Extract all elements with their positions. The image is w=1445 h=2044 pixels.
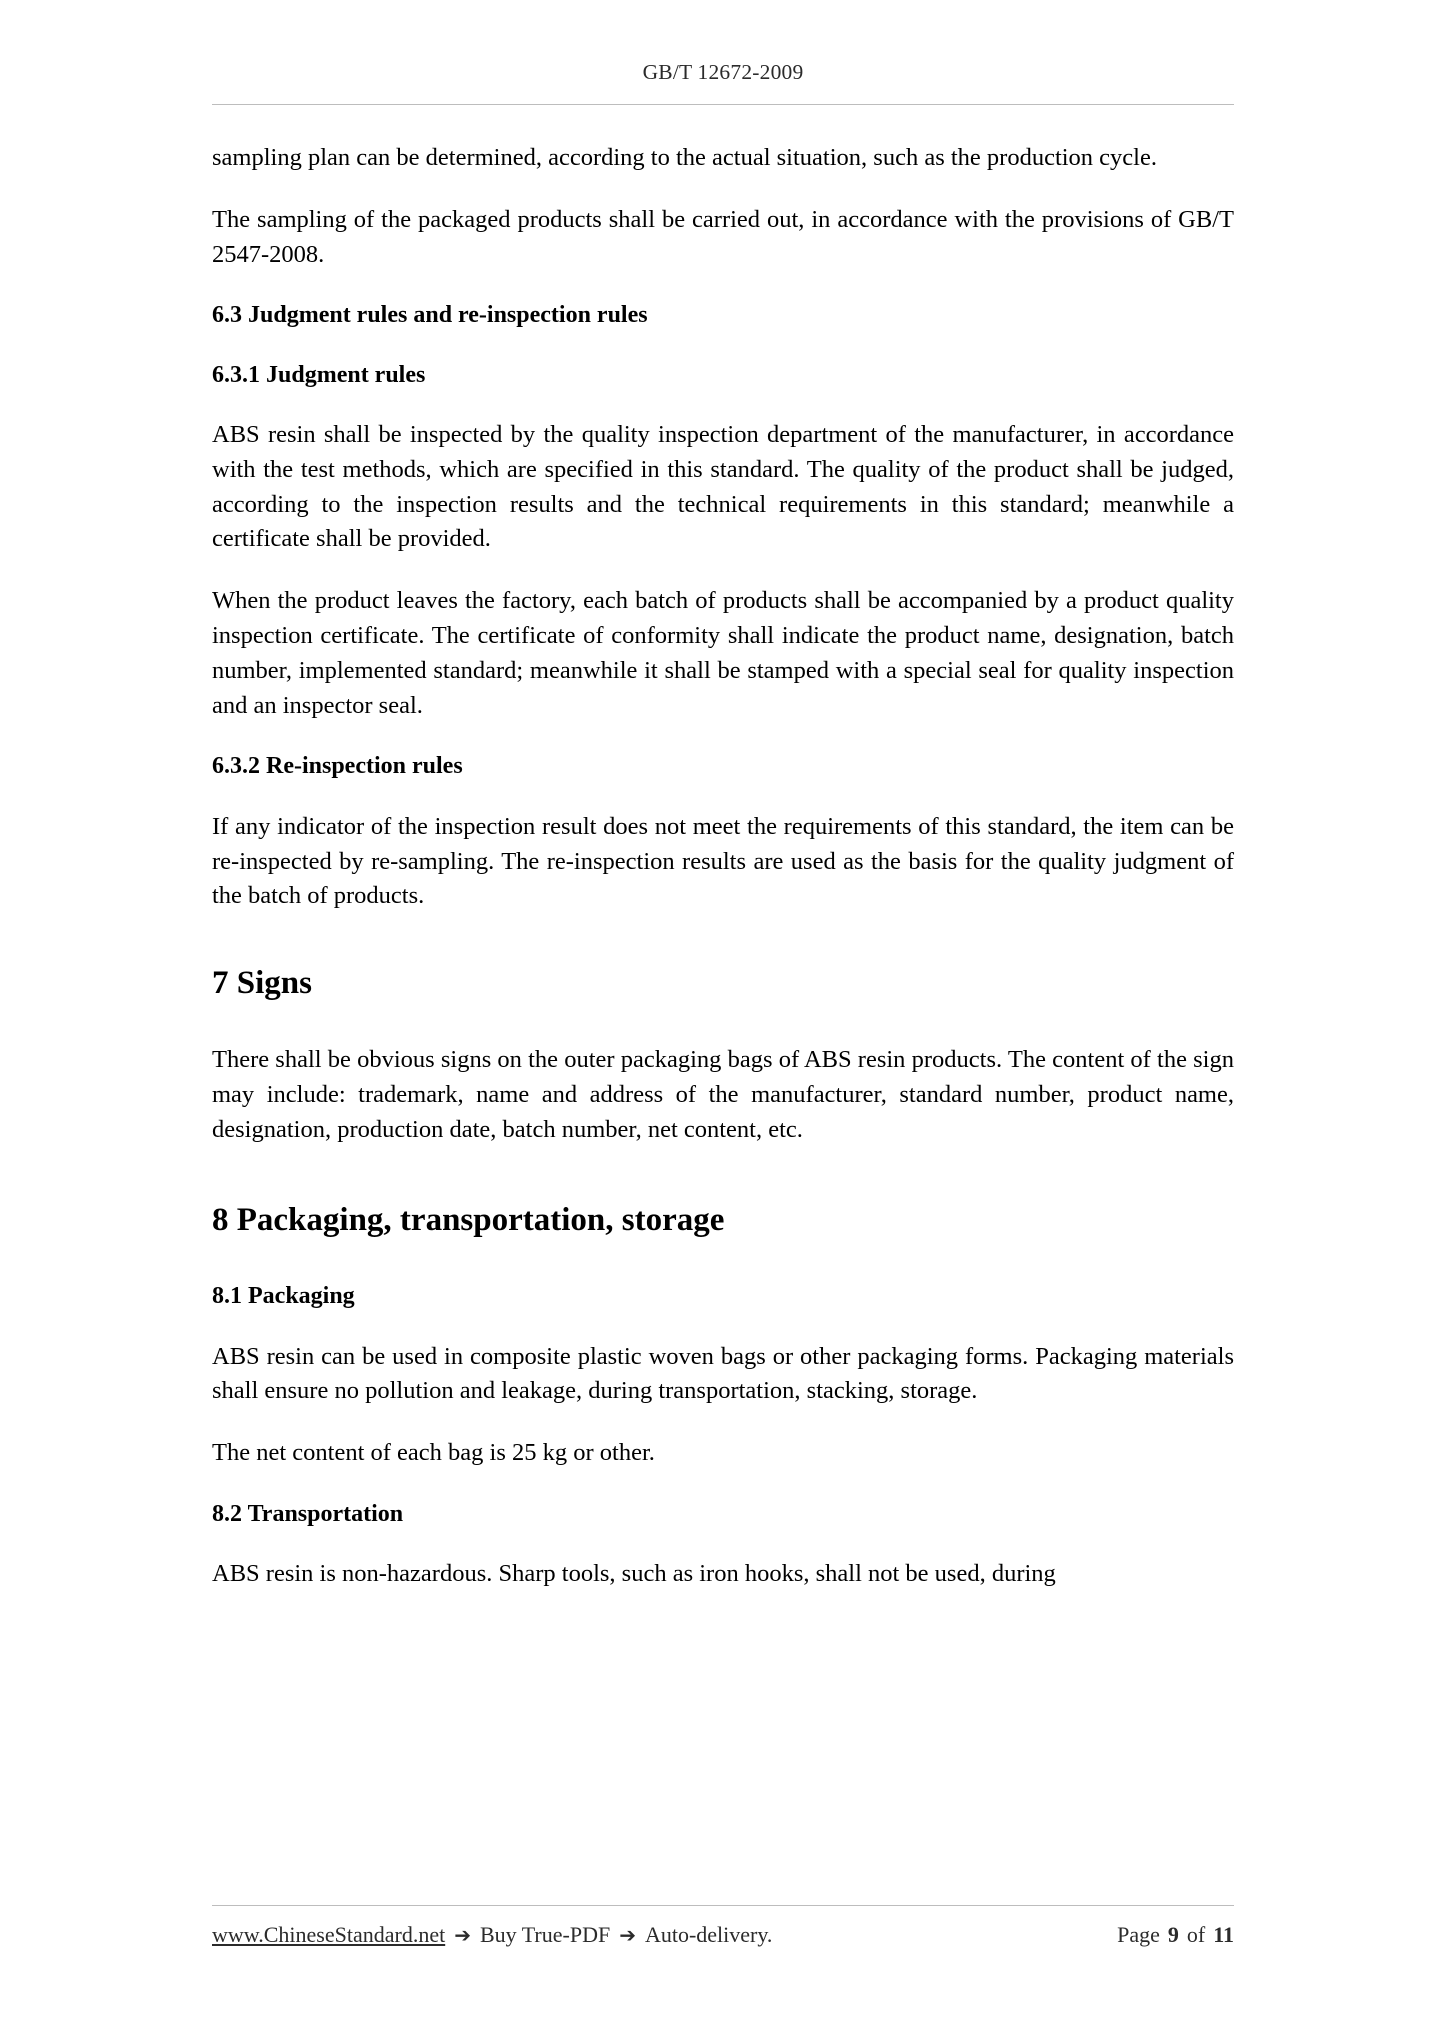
footer-delivery-label: Auto-delivery. <box>644 1922 773 1947</box>
footer-of-word: of <box>1186 1922 1206 1947</box>
paragraph-reinspection: If any indicator of the inspection result does not meet the requirements of this standard, the item can be re-inspected by re-sampling. The re-inspection results are used as the basis for the quality judgment of the batch of products. <box>212 812 1234 910</box>
heading-6-3: 6.3 Judgment rules and re-inspection rules <box>212 302 648 329</box>
paragraph-packaging-materials: ABS resin can be used in composite plastic woven bags or other packaging forms. Packaging materials shall ensure no pollution and leakage, during transportation, stacking, storage. <box>212 1342 1234 1405</box>
footer-left-group <box>212 1922 772 1948</box>
heading-6-3-1: 6.3.1 Judgment rules <box>212 361 426 388</box>
heading-8-packaging-transportation-storage: 8 Packaging, transportation, storage <box>212 1202 725 1239</box>
heading-8-2-transportation: 8.2 Transportation <box>212 1500 404 1527</box>
footer-total-pages: 11 <box>1213 1922 1234 1947</box>
paragraph-abs-resin-inspection: ABS resin shall be inspected by the quality inspection department of the manufacturer, in accordance with the test methods, which are specified in this standard. The quality of the product shall be judged, according to the inspection results and the technical requirements in this standard; meanwhile a certificate shall be provided. <box>212 421 1234 553</box>
footer-site-link[interactable]: www.ChineseStandard.net <box>212 1922 446 1947</box>
footer-divider <box>212 1905 1234 1906</box>
paragraph-factory-certificate: When the product leaves the factory, each batch of products shall be accompanied by a product quality inspection certificate. The certificate of conformity shall indicate the product name, designation, batch number, implemented standard; meanwhile it shall be stamped with a special seal for quality inspection and an inspector seal. <box>212 587 1234 719</box>
footer-page-word: Page <box>1117 1922 1160 1947</box>
footer-buy-label[interactable]: Buy True-PDF <box>479 1922 611 1947</box>
paragraph-signs-content: There shall be obvious signs on the outer packaging bags of ABS resin products. The content of the sign may include: trademark, name and address of the manufacturer, standard number, product name, designation, production date, batch number, net content, etc. <box>212 1046 1234 1143</box>
footer-page-number: 9 <box>1167 1922 1179 1947</box>
paragraph-net-content: The net content of each bag is 25 kg or other. <box>212 1439 655 1467</box>
heading-8-1-packaging: 8.1 Packaging <box>212 1283 355 1310</box>
document-body <box>212 105 1234 1592</box>
page-footer <box>212 1905 1234 1948</box>
paragraph-sampling-plan: sampling plan can be determined, according to the actual situation, such as the production cycle. <box>212 144 1157 171</box>
page-header-standard-number: GB/T 12672-2009 <box>642 60 804 84</box>
page-content <box>212 60 1234 1619</box>
paragraph-transportation-nonhazardous: ABS resin is non-hazardous. Sharp tools, such as iron hooks, shall not be used, during <box>212 1560 1056 1588</box>
heading-6-3-2: 6.3.2 Re-inspection rules <box>212 753 463 780</box>
arrow-right-icon-2: ➔ <box>619 1923 636 1947</box>
paragraph-sampling-packaged-products: The sampling of the packaged products shall be carried out, in accordance with the provisions of GB/T 2547-2008. <box>212 205 1234 268</box>
arrow-right-icon: ➔ <box>454 1923 471 1947</box>
heading-7-signs: 7 Signs <box>212 965 312 1002</box>
footer-row <box>212 1922 1234 1948</box>
footer-page-indicator <box>1117 1922 1234 1948</box>
